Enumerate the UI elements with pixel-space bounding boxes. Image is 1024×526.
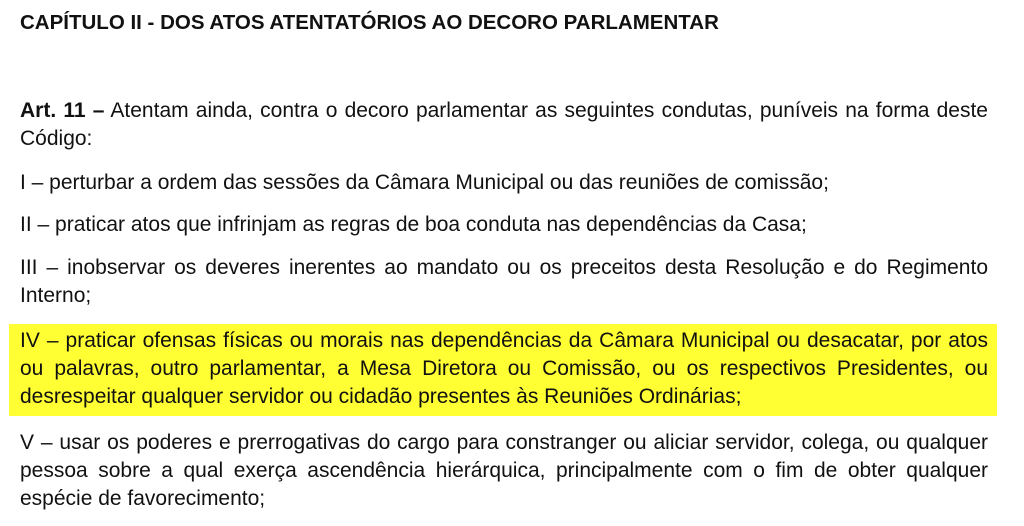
article-text: Atentam ainda, contra o decoro parlamentar as seguintes condutas, puníveis na forma deste Código: [20,99,988,150]
item-ii: II – praticar atos que infrinjam as regras de boa conduta nas dependências da Casa; [20,213,807,236]
chapter-heading: CAPÍTULO II - DOS ATOS ATENTATÓRIOS AO DECORO PARLAMENTAR [20,11,719,34]
article-11-paragraph [20,97,988,153]
article-label: Art. 11 – [20,99,105,122]
item-v: V – usar os poderes e prerrogativas do cargo para constranger ou aliciar servidor, colega, ou qualquer pessoa sobre a qual exerça ascendência hierárquica, principalmente com o fim de obter qualquer espécie de favorecimento; [20,431,988,510]
item-i: I – perturbar a ordem das sessões da Câmara Municipal ou das reuniões de comissão; [20,171,829,194]
item-iii: III – inobservar os deveres inerentes ao mandato ou os preceitos desta Resolução e do Regimento Interno; [20,256,988,307]
item-iv-highlighted: IV – praticar ofensas físicas ou morais nas dependências da Câmara Municipal ou desacatar, por atos ou palavras, outro parlamentar, a Mesa Diretora ou Comissão, ou os respectivos Presidentes, ou desrespeitar qualquer servidor ou cidadão presentes às Reuniões Ordinárias; [20,329,988,408]
